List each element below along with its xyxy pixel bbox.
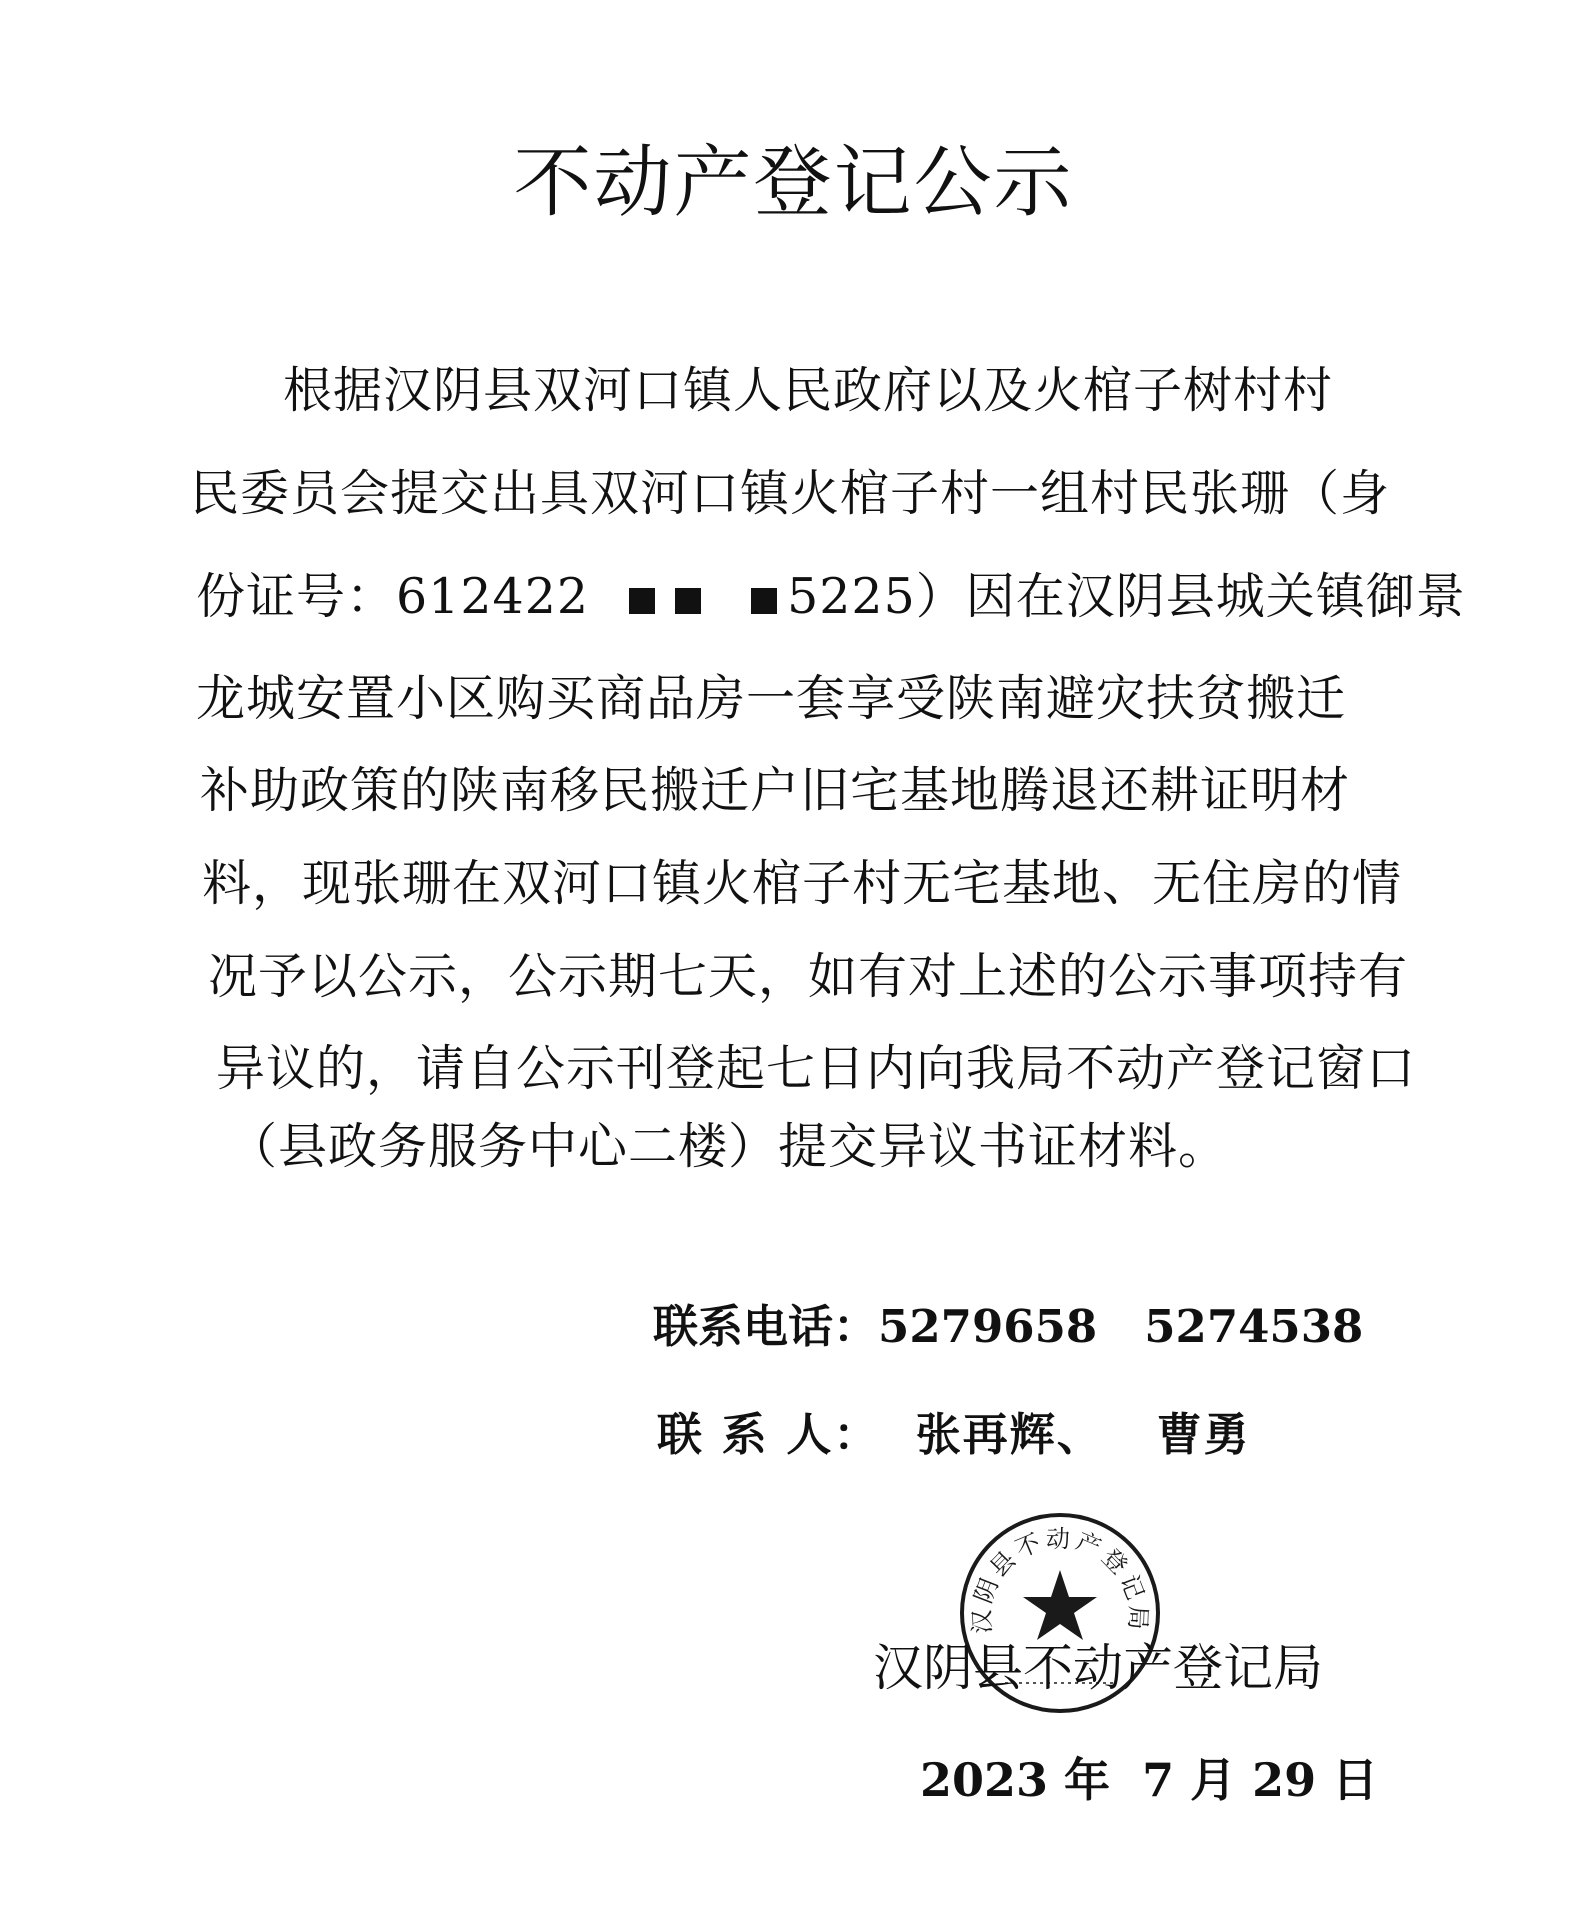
person-names: 张再辉、 曹勇 bbox=[915, 1408, 1251, 1461]
body-line-4: 龙城安置小区购买商品房一套享受陕南避灾扶贫搬迁 bbox=[196, 670, 1347, 727]
redaction-block bbox=[675, 588, 701, 614]
body-line-1: 根据汉阴县双河口镇人民政府以及火棺子树村村 bbox=[283, 362, 1334, 419]
body-line-3 bbox=[196, 558, 1466, 628]
id-number-suffix: 5225）因在汉阴县城关镇御景 bbox=[787, 568, 1466, 625]
body-line-6: 料，现张珊在双河口镇火棺子村无宅基地、无住房的情 bbox=[202, 855, 1403, 912]
body-line-5: 补助政策的陕南移民搬迁户旧宅基地腾退还耕证明材 bbox=[200, 762, 1351, 819]
body-line-9: （县政务服务中心二楼）提交异议书证材料。 bbox=[228, 1118, 1229, 1175]
body-line-7: 况予以公示，公示期七天，如有对上述的公示事项持有 bbox=[208, 948, 1409, 1005]
issuing-organization: 汉阴县不动产登记局 bbox=[873, 1639, 1323, 1697]
redaction-block bbox=[629, 588, 655, 614]
contact-person bbox=[657, 1398, 1251, 1463]
redaction-block bbox=[751, 588, 777, 614]
seal-arc-text: 汉阴县不动产登记局 bbox=[967, 1525, 1153, 1635]
id-number-prefix: 份证号：612422 bbox=[196, 568, 590, 625]
person-label: 联 系 人： bbox=[657, 1408, 881, 1461]
phone-numbers: 5279658 5274538 bbox=[878, 1300, 1364, 1353]
contact-phone bbox=[653, 1290, 1363, 1355]
phone-label: 联系电话： bbox=[653, 1300, 879, 1353]
body-line-2: 民委员会提交出具双河口镇火棺子村一组村民张珊（身 bbox=[190, 465, 1391, 522]
issue-date: 2023 年 7 月 29 日 bbox=[920, 1753, 1379, 1807]
document-title: 不动产登记公示 bbox=[513, 138, 1074, 228]
body-line-8: 异议的，请自公示刊登起七日内向我局不动产登记窗口 bbox=[216, 1040, 1417, 1097]
